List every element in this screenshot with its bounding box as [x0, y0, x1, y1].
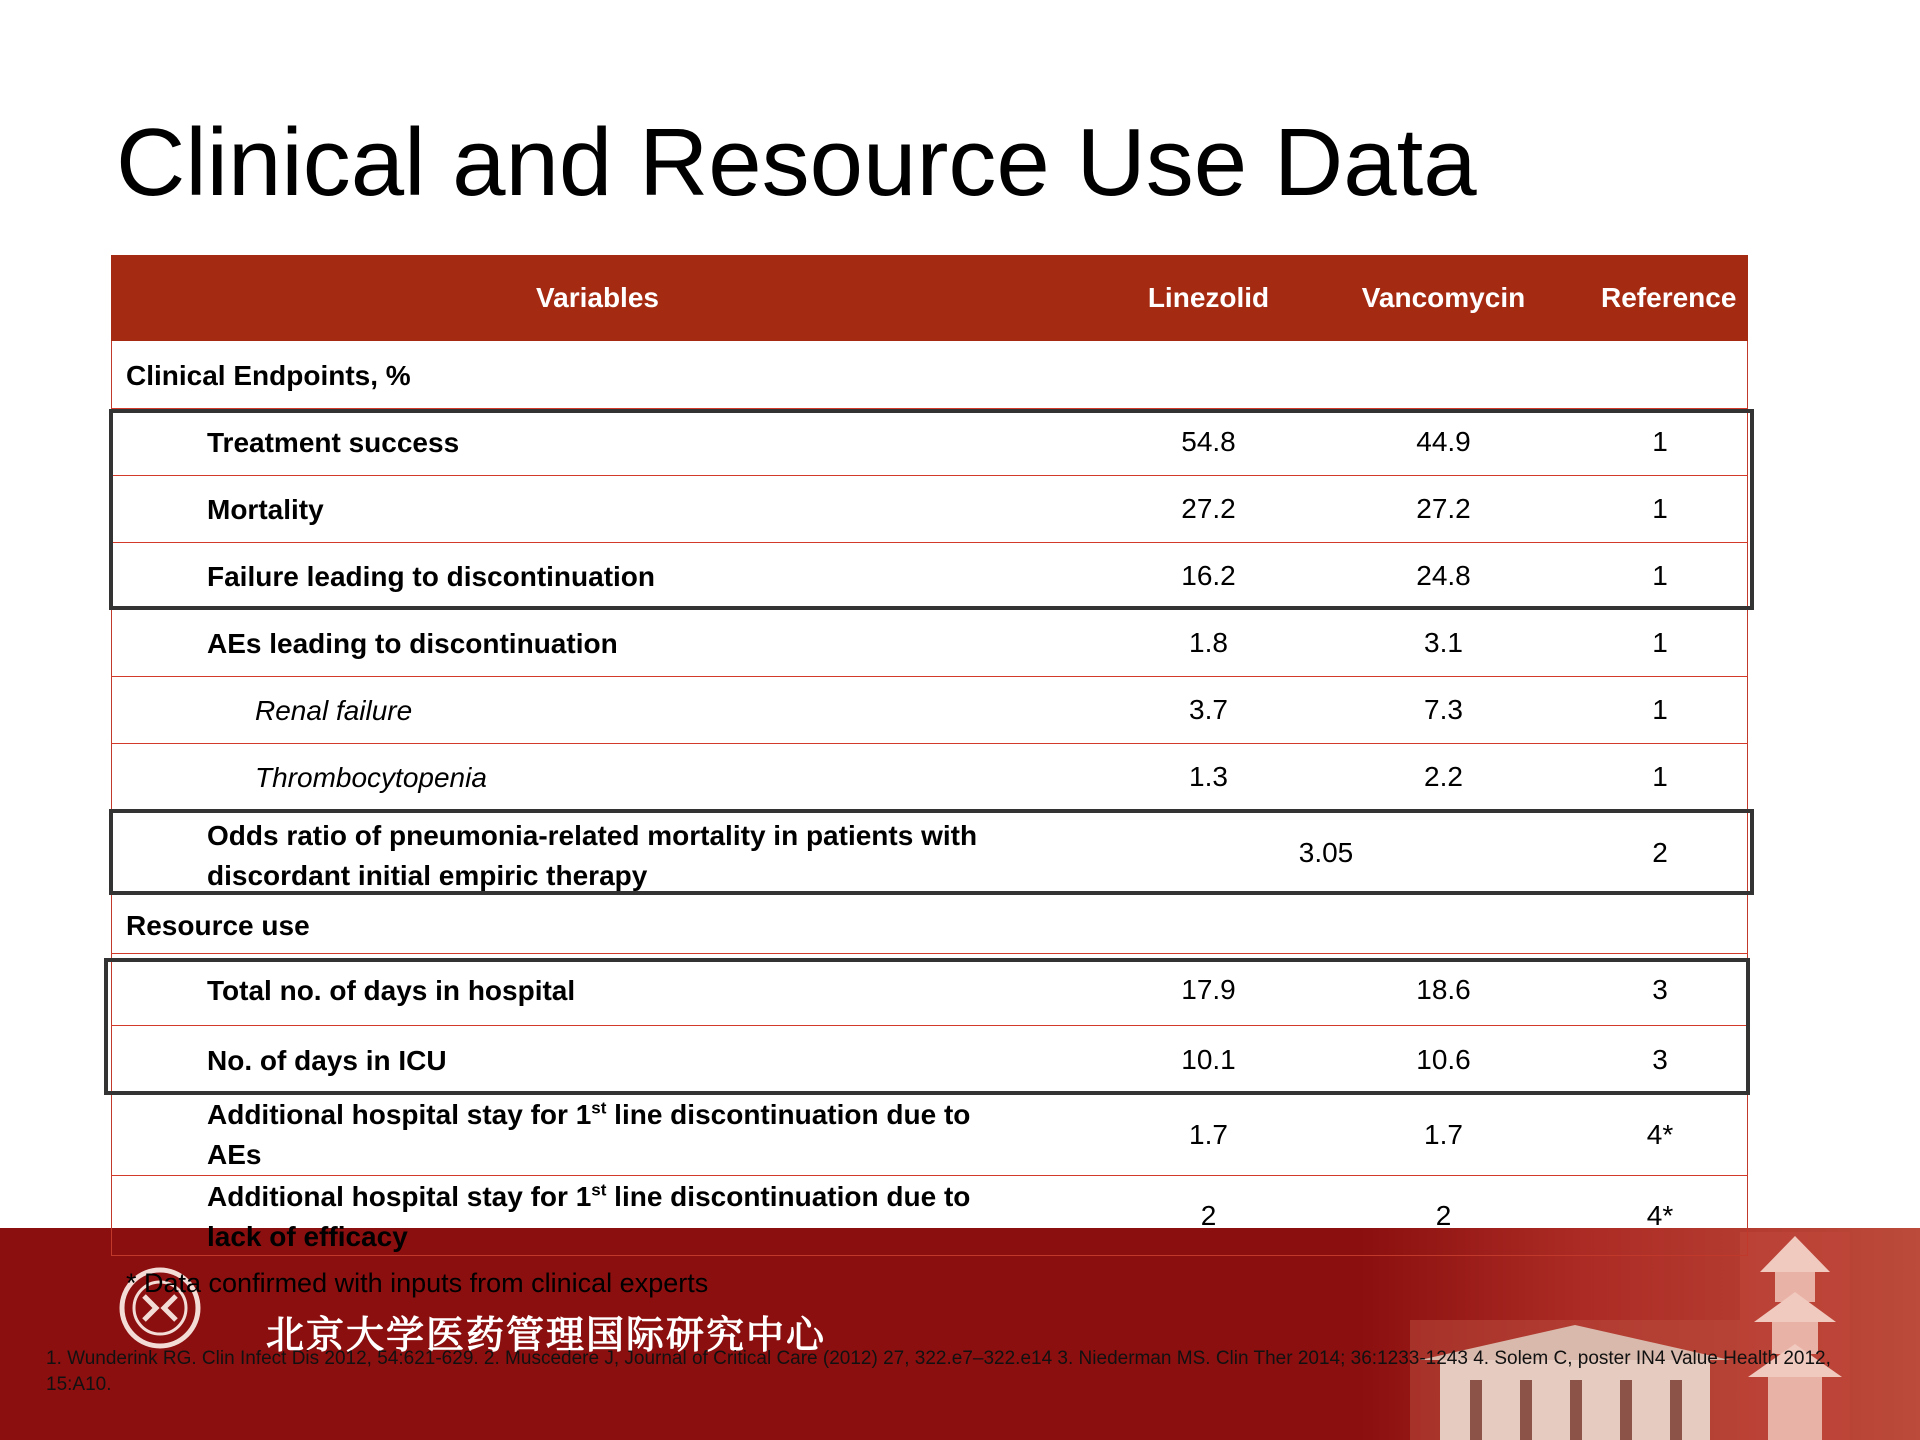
- table-row: [111, 610, 1748, 677]
- header-linezolid: Linezolid: [1147, 282, 1270, 313]
- reference-value: 3: [1652, 1043, 1668, 1075]
- row-label: Treatment success: [207, 427, 460, 458]
- vancomycin-value: 2: [1435, 1200, 1452, 1231]
- table-header: [111, 255, 1748, 341]
- slide-title: Clinical and Resource Use Data: [116, 109, 1477, 216]
- row-label-line2: lack of efficacy: [207, 1221, 408, 1252]
- section-title-clinical: Clinical Endpoints, %: [126, 360, 411, 391]
- section-title-resource: Resource use: [126, 910, 310, 941]
- vancomycin-value: 10.6: [1416, 1043, 1471, 1075]
- vancomycin-value: 24.8: [1416, 560, 1471, 591]
- highlight-box-clinical: [109, 409, 1754, 610]
- linezolid-value: 17.9: [1181, 973, 1236, 1005]
- linezolid-value: 1.3: [1189, 761, 1228, 792]
- highlight-box-odds-ratio: [109, 809, 1754, 895]
- vancomycin-value: 2.2: [1424, 761, 1463, 792]
- linezolid-value: 27.2: [1181, 493, 1236, 524]
- row-label-line2: discordant initial empiric therapy: [207, 860, 648, 891]
- linezolid-value: 16.2: [1181, 560, 1236, 591]
- row-label-line1: Odds ratio of pneumonia-related mortality in patients with: [207, 820, 978, 851]
- row-label: Renal failure: [255, 695, 413, 726]
- row-label-post: line discontinuation due to: [606, 1099, 971, 1130]
- row-label: Mortality: [207, 494, 324, 525]
- reference-value: 1: [1652, 560, 1668, 591]
- reference-value: 1: [1652, 761, 1668, 792]
- row-label: [207, 1177, 970, 1257]
- references: 1. Wunderink RG. Clin Infect Dis 2012, 54:621-629. 2. Muscedere J, Journal of Critical Care (2012) 27, 322.e7–322.e14 3. Niederman MS. Clin Ther 2014; 36:1233-1243 4. Solem C, poster IN4 Value Health 2012, 15:A10.: [46, 1348, 1831, 1395]
- highlight-box-resource: [104, 958, 1750, 1095]
- linezolid-value: 3.7: [1189, 694, 1228, 725]
- vancomycin-value: 3.1: [1424, 627, 1463, 658]
- table-row: [111, 677, 1748, 744]
- row-label: No. of days in ICU: [207, 1045, 447, 1076]
- row-label: AEs leading to discontinuation: [207, 628, 618, 659]
- vancomycin-value: 7.3: [1424, 694, 1463, 725]
- reference-value: 2: [1652, 836, 1668, 868]
- row-label: Total no. of days in hospital: [207, 975, 576, 1006]
- row-label-pre: Additional hospital stay for 1: [207, 1099, 592, 1130]
- pagoda-image: [1740, 1232, 1850, 1440]
- vancomycin-value: 18.6: [1416, 973, 1471, 1005]
- footnote: * Data confirmed with inputs from clinical experts: [126, 1268, 709, 1298]
- row-label-line2: AEs: [207, 1139, 262, 1170]
- header-reference: Reference: [1601, 282, 1737, 313]
- section-row-resource: [111, 895, 1748, 954]
- institution-name-cn: 北京大学医药管理国际研究中心: [266, 1313, 827, 1357]
- merged-value: 3.05: [1298, 836, 1354, 868]
- table-row: [111, 1176, 1748, 1256]
- header-vancomycin: Vancomycin: [1361, 282, 1526, 313]
- row-label-pre: Additional hospital stay for 1: [207, 1181, 592, 1212]
- vancomycin-value: 1.7: [1424, 1118, 1463, 1150]
- vancomycin-value: 27.2: [1416, 493, 1471, 524]
- table-row: [111, 744, 1748, 811]
- row-label-sup: st: [591, 1180, 607, 1200]
- reference-value: 3: [1652, 973, 1668, 1005]
- header-variables: Variables: [536, 282, 659, 313]
- row-label: Thrombocytopenia: [255, 762, 487, 793]
- reference-value: 1: [1652, 627, 1668, 658]
- linezolid-value: 2: [1200, 1200, 1217, 1231]
- row-label: [207, 1095, 970, 1175]
- reference-value: 1: [1652, 426, 1668, 457]
- linezolid-value: 1.7: [1189, 1118, 1228, 1150]
- linezolid-value: 10.1: [1181, 1043, 1236, 1075]
- linezolid-value: 54.8: [1181, 426, 1236, 457]
- section-row-clinical: [111, 341, 1748, 409]
- row-label-sup: st: [591, 1098, 607, 1118]
- row-label-post: line discontinuation due to: [606, 1181, 971, 1212]
- reference-value: 4*: [1646, 1118, 1674, 1150]
- row-label: Failure leading to discontinuation: [207, 561, 656, 592]
- linezolid-value: 1.8: [1189, 627, 1228, 658]
- reference-value: 4*: [1646, 1200, 1674, 1231]
- vancomycin-value: 44.9: [1416, 426, 1471, 457]
- table-row: [111, 1094, 1748, 1176]
- reference-value: 1: [1652, 694, 1668, 725]
- reference-value: 1: [1652, 493, 1668, 524]
